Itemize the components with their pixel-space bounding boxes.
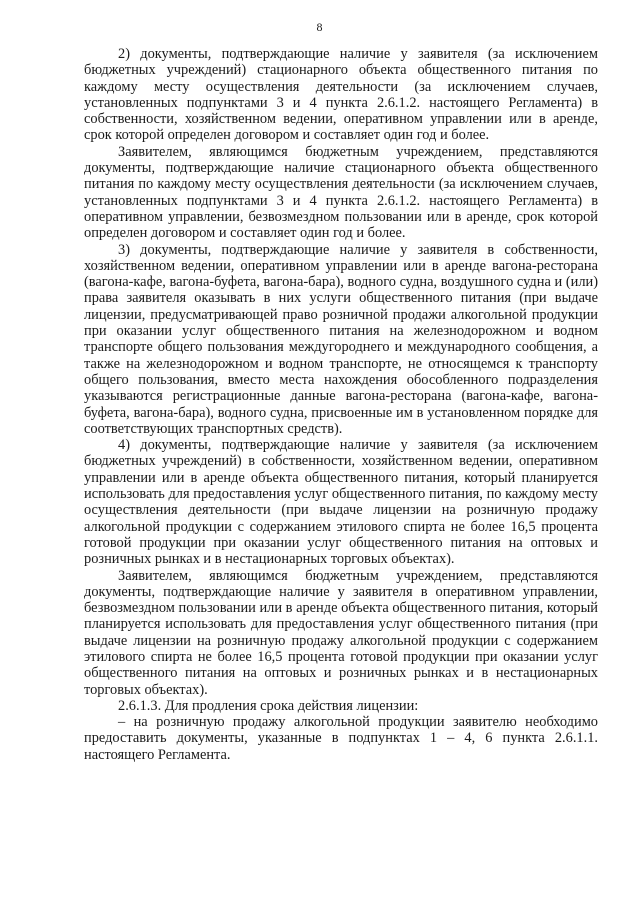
paragraph-license-extension-retail: – на розничную продажу алкогольной продукции заявителю необходимо предоставить документы, указанные в подпунктах 1 – 4, 6 пункта 2.6.1.1. настоящего Регламента. [84, 714, 598, 763]
paragraph-item-3-documents: 3) документы, подтверждающие наличие у заявителя в собственности, хозяйственном ведении, оперативном управлении или в аренде вагона-ресторана (вагона-кафе, вагона-буфета, вагона-бара), водного судна, воздушного судна и (или) права заявителя оказывать в них услуги общественного питания (при выдаче лицензии, предусматривающей право розничной продажи алкогольной продукции при оказании услуг общественного питания на железнодорожном и водном транспорте общего пользования междугороднего и международного сообщения, а также на железнодорожном и водном транспорте, не относящемся к транспорту общего пользования, вместо места нахождения обособленного подразделения указываются регистрационные данные вагона-ресторана (вагона-кафе, вагона-буфета, вагона-бара), водного судна, присвоенные им в установленном порядке для соответствующих транспортных средств). [84, 241, 598, 437]
paragraph-item-4-documents: 4) документы, подтверждающие наличие у заявителя (за исключением бюджетных учреждений) в собственности, хозяйственном ведении, оперативном управлении или в аренде объекта общественного питания, который планируется использовать для предоставления услуг общественного питания, по каждому месту осуществления деятельности (при выдаче лицензии на розничную продажу алкогольной продукции с содержанием этилового спирта не более 16,5 процента готовой продукции при оказании услуг общественного питания на оптовых и розничных рынках и в нестационарных торговых объектах). [84, 437, 598, 568]
paragraph-section-2-6-1-3: 2.6.1.3. Для продления срока действия лицензии: [118, 697, 419, 714]
page-number: 8 [316, 20, 323, 34]
paragraph-budget-institutions-catering: Заявителем, являющимся бюджетным учреждением, представляются документы, подтверждающие наличие у заявителя в оперативном управлении, безвозмездном пользовании или в аренде объекта общественного питания, который планируется использовать для предоставления услуг общественного питания (при выдаче лицензии на розничную продажу алкогольной продукции с содержанием этилового спирта не более 16,5 процента готовой продукции при оказании услуг общественного питания на оптовых и розничных рынках и в нестационарных торговых объектах). [84, 567, 598, 698]
document-body [84, 46, 598, 763]
paragraph-item-2-documents: 2) документы, подтверждающие наличие у заявителя (за исключением бюджетных учреждений) стационарного объекта общественного питания по каждому месту осуществления деятельности (за исключением случаев, установленных подпунктами 3 и 4 пункта 2.6.1.2. настоящего Регламента) в собственности, хозяйственном ведении, оперативном управлении или в аренде, срок которой определен договором и составляет один год и более. [84, 46, 598, 144]
paragraph-budget-institutions-stationary: Заявителем, являющимся бюджетным учреждением, представляются документы, подтверждающие наличие стационарного объекта общественного питания по каждому месту осуществления деятельности (за исключением случаев, установленных подпунктами 3 и 4 пункта 2.6.1.2. настоящего Регламента) в оперативном управлении, безвозмездном пользовании или в аренде, срок которой определен договором и составляет один год и более. [84, 143, 598, 242]
